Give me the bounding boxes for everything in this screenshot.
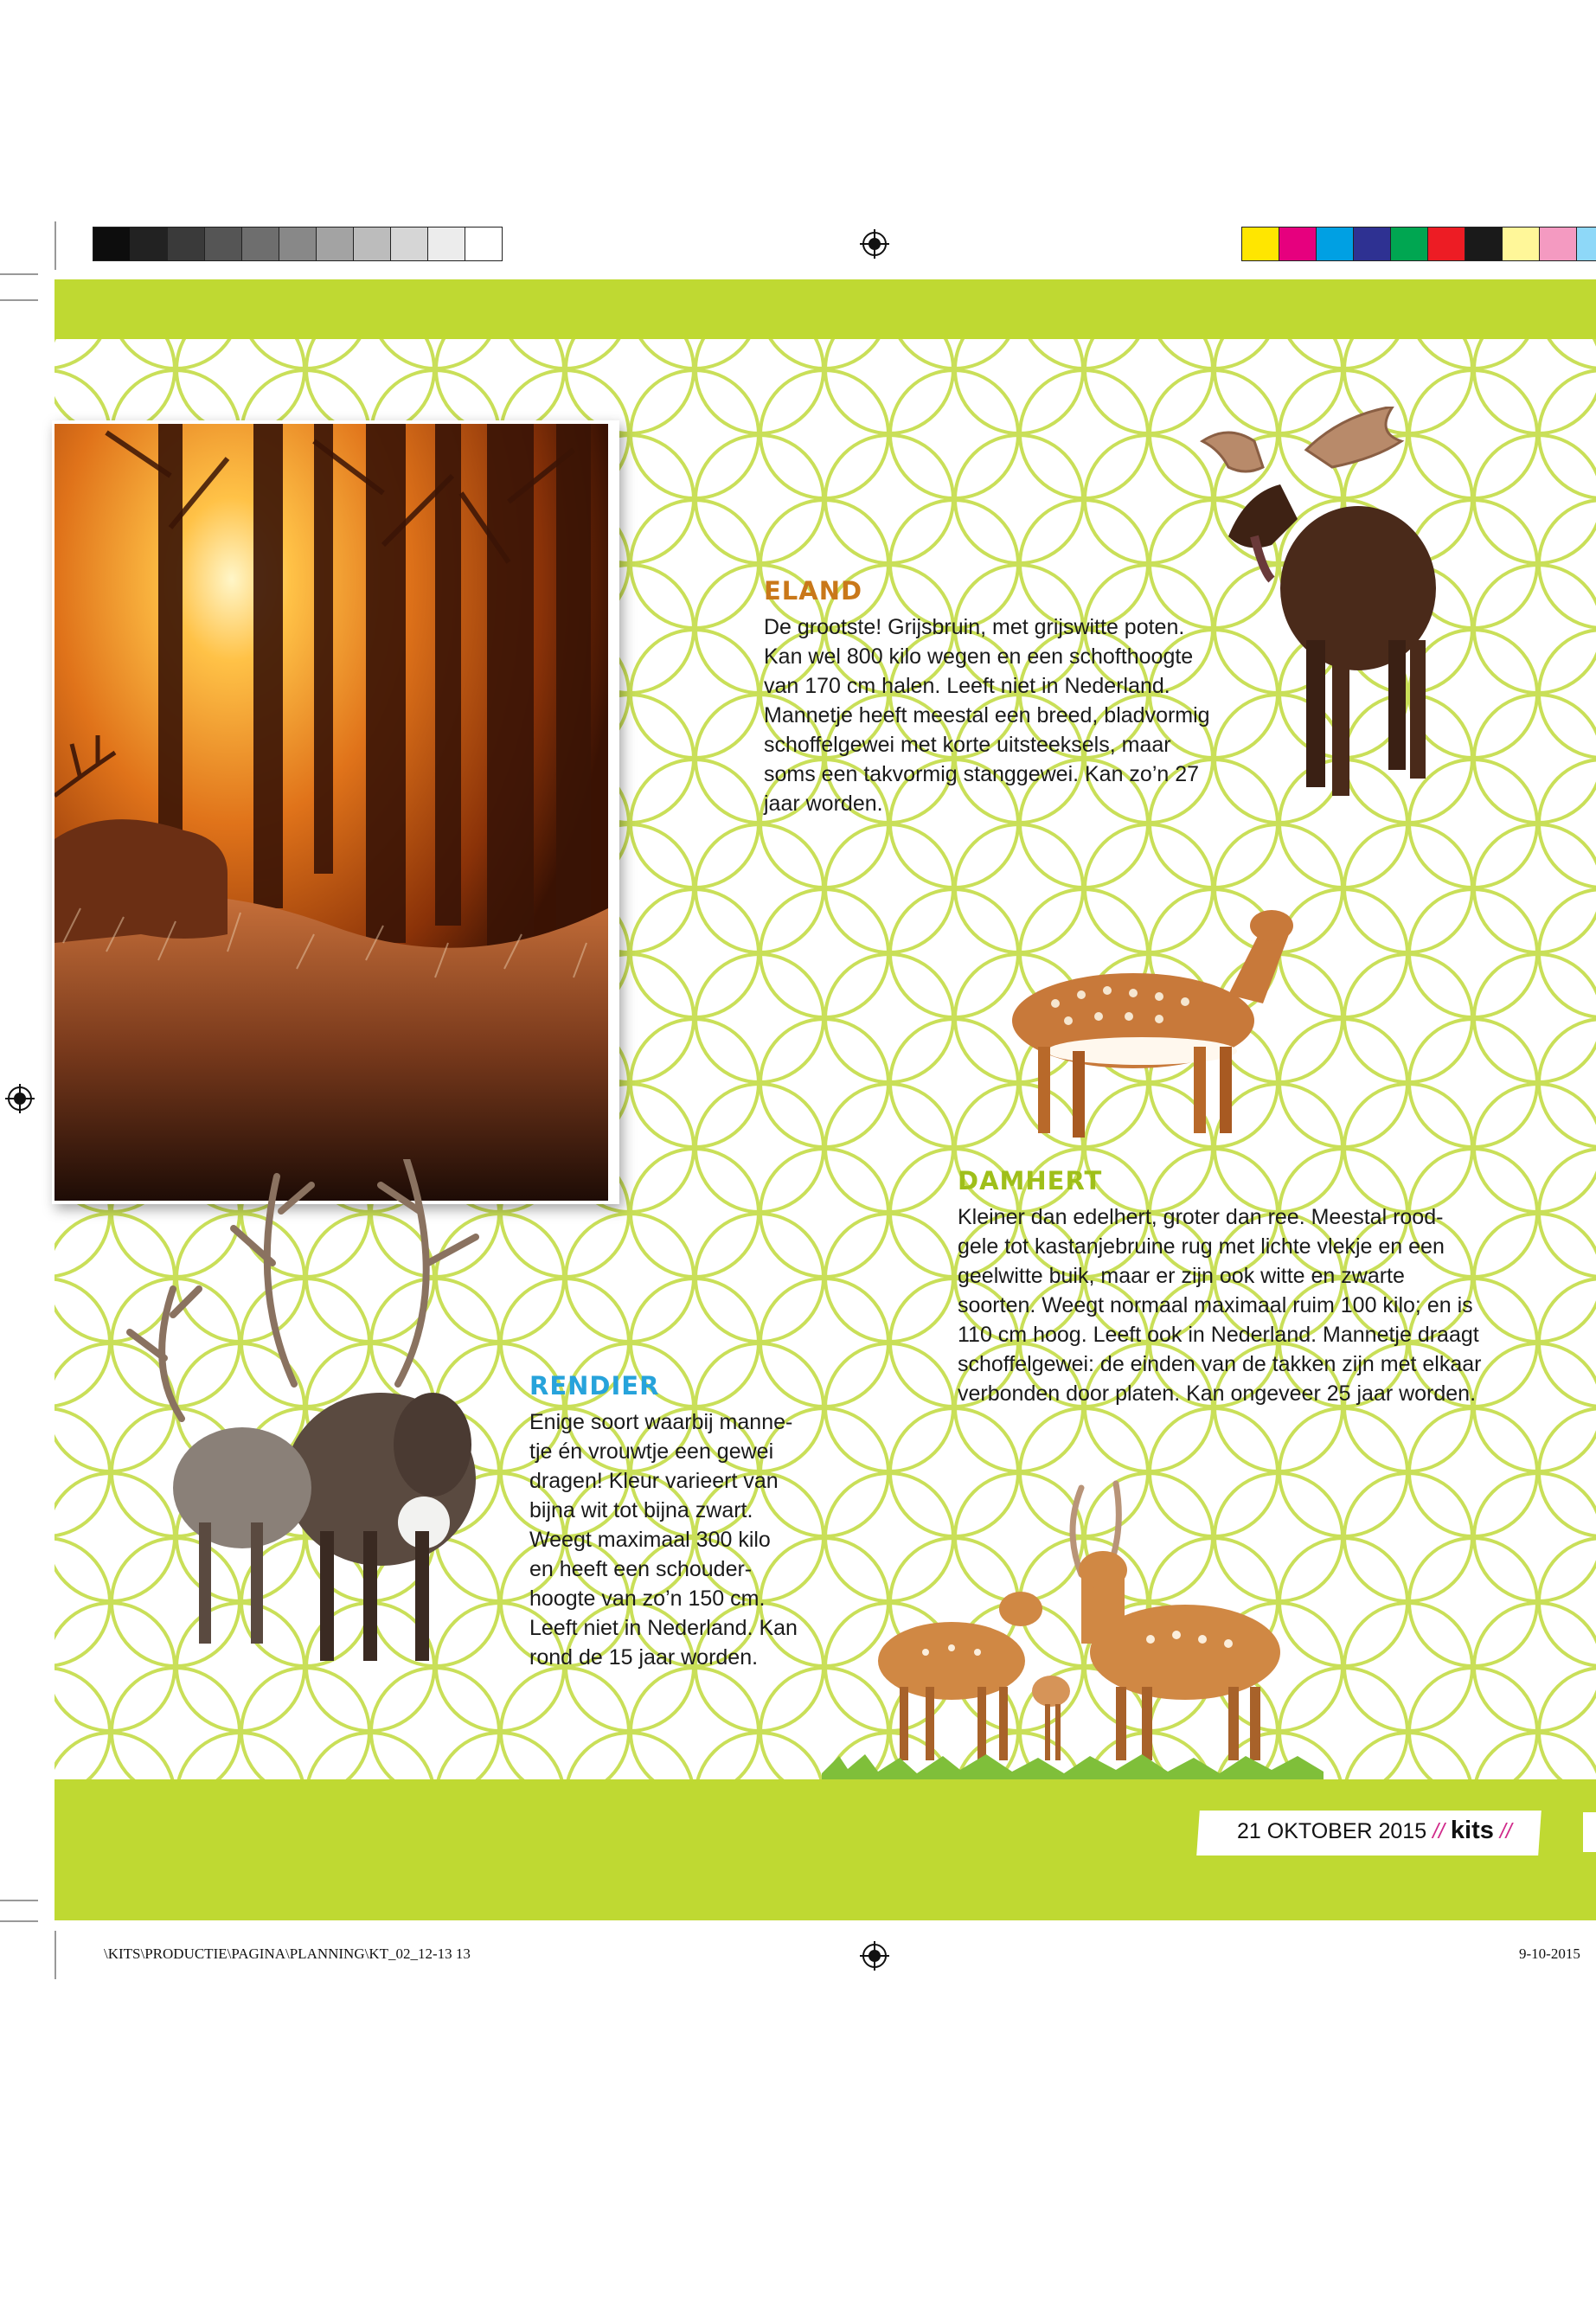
text-line: jaar worden. [764,791,883,816]
text-line: bijna wit tot bijna zwart. [529,1497,753,1522]
crop-mark [54,221,56,270]
crop-mark [0,1900,38,1901]
footer-issue-line [1237,1817,1512,1845]
grey-swatch [465,227,503,261]
footer-separator: // [1433,1819,1445,1843]
grey-swatch [427,227,465,261]
grey-swatch [204,227,242,261]
article-eland [764,578,1248,818]
colour-swatch [1316,227,1354,261]
text-line: tje én vrouwtje een gewei [529,1439,774,1464]
grey-swatch [353,227,391,261]
text-line: geelwitte buik, maar er zijn ook witte en zwarte [958,1263,1405,1288]
crop-mark [0,299,38,301]
grey-swatch [279,227,317,261]
text-line: 110 cm hoog. Leeft ook in Nederland. Mannetje draagt [958,1322,1479,1347]
text-line: rond de 15 jaar worden. [529,1644,759,1670]
crop-mark [0,1920,38,1922]
text-line: Mannetje heeft meestal een breed, bladvormig [764,702,1210,727]
print-slug-path: \KITS\PRODUCTIE\PAGINA\PLANNING\KT_02_12-13 13 [104,1945,471,1962]
reindeer-image [121,1159,545,1670]
print-slug-date: 9-10-2015 [1519,1945,1580,1962]
text-line: hoogte van zo’n 150 cm. [529,1586,766,1611]
text-line: van 170 cm halen. Leeft niet in Nederland. [764,673,1170,698]
registration-mark-icon [5,1084,35,1113]
footer-trailing-separator: // [1499,1819,1512,1843]
footer-brand: kits [1450,1817,1494,1844]
article-damhert-body [958,1202,1537,1408]
grey-swatch [93,227,131,261]
article-rendier-heading: RENDIER [529,1371,660,1400]
colour-swatch [1390,227,1428,261]
registration-mark-icon [860,229,889,259]
grey-swatch [316,227,354,261]
text-line: De grootste! Grijsbruin, met grijswitte poten. [764,614,1185,639]
text-line: soms een takvormig stanggewei. Kan zo’n 27 [764,761,1200,786]
crop-mark [0,273,38,275]
colour-swatch [1539,227,1577,261]
text-line: schoffelgewei met korte uitsteeksels, maar [764,732,1171,757]
text-line: soorten. Weegt normaal maximaal ruim 100 kilo; en is [958,1292,1473,1317]
text-line: Kan wel 800 kilo wegen en een schofthoogte [764,644,1194,669]
text-line: schoffelgewei: de einden van de takken zijn met elkaar [958,1351,1482,1376]
colour-swatch [1576,227,1596,261]
text-line: en heeft een schouder- [529,1556,753,1581]
colour-swatch [1241,227,1279,261]
article-eland-heading: ELAND [764,576,863,606]
text-line: Enige soort waarbij manne- [529,1409,793,1434]
article-rendier-body [529,1407,824,1672]
text-line: verbonden door platen. Kan ongeveer 25 jaar worden. [958,1381,1477,1406]
fallow-deer-family-image [822,1479,1324,1782]
colour-swatch [1427,227,1465,261]
grey-swatch [167,227,205,261]
colour-swatch [1465,227,1503,261]
fallow-deer-image [986,900,1306,1142]
top-green-band [54,279,1596,340]
text-line: Weegt maximaal 300 kilo [529,1527,771,1552]
forest-sunset-photo [54,424,608,1201]
text-line: dragen! Kleur varieert van [529,1468,779,1493]
grey-swatch [390,227,428,261]
grey-swatch [241,227,279,261]
article-rendier [529,1373,824,1672]
text-line: gele tot kastanjebruine rug met lichte vlekje en een [958,1234,1445,1259]
text-line: Kleiner dan edelhert, groter dan ree. Meestal rood- [958,1204,1444,1229]
footer-date: 21 OKTOBER 2015 [1237,1819,1427,1843]
article-eland-body [764,612,1248,818]
colour-swatch [1279,227,1317,261]
article-damhert [958,1168,1537,1408]
article-damhert-heading: DAMHERT [958,1166,1103,1195]
grey-swatch [130,227,168,261]
page-number-edge [1583,1812,1596,1852]
crop-mark [54,1931,56,1979]
text-line: Leeft niet in Nederland. Kan [529,1615,798,1640]
colour-swatch [1502,227,1540,261]
registration-mark-icon [860,1941,889,1971]
colour-swatch [1353,227,1391,261]
